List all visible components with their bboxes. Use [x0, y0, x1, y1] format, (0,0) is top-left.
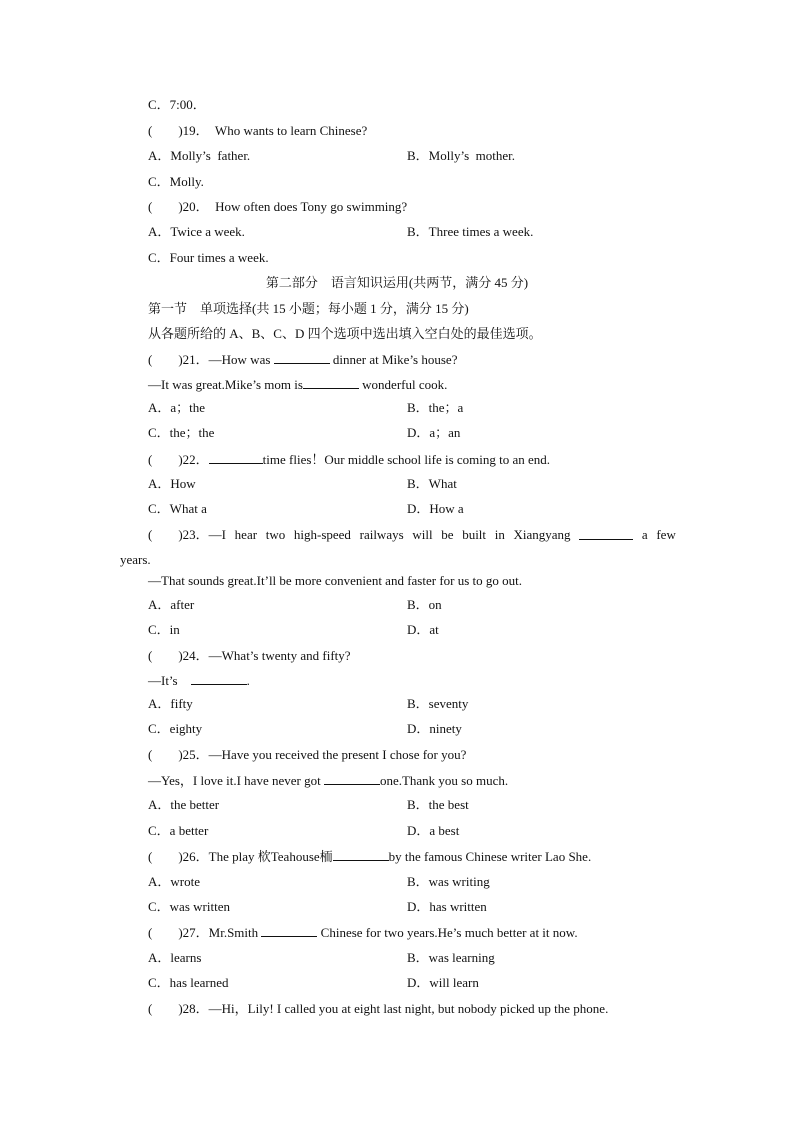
- q23-word: few: [656, 527, 676, 542]
- q25-option-d: D．a best: [407, 823, 460, 838]
- q20-option-b: B．Three times a week.: [407, 224, 534, 239]
- q25-option-b: B．the best: [407, 797, 469, 812]
- q26-option-b: B．was writing: [407, 874, 490, 889]
- q24-line2: [148, 672, 250, 689]
- q23-line2: —That sounds great.It’ll be more convenient and faster for us to go out.: [148, 573, 523, 588]
- q27-option-a: A．learns: [148, 950, 202, 965]
- q23-stem-cont: years.: [120, 552, 151, 567]
- q23-word: railways: [359, 527, 404, 542]
- q19-option-b: B．Molly’s mother.: [407, 148, 515, 163]
- q22-stem-pre: ( )22．: [148, 452, 209, 467]
- q19-option-c: C．Molly.: [148, 174, 204, 189]
- answer-blank: [274, 351, 330, 364]
- q21-line2: [148, 376, 447, 393]
- q25-line2: [148, 772, 508, 789]
- q22-stem-post: time flies！Our middle school life is coming to an end.: [262, 452, 551, 467]
- q25-stem: ( )25．—Have you received the present I chose for you?: [148, 747, 467, 762]
- q25-option-c: C．a better: [148, 823, 209, 838]
- q23-word: ( )23．—I: [148, 527, 226, 542]
- q22-option-c: C．What a: [148, 501, 207, 516]
- q27-stem-pre: ( )27．Mr.Smith: [148, 925, 262, 940]
- answer-blank: [333, 848, 389, 861]
- q21-option-c: C．the；the: [148, 425, 215, 440]
- q23-option-d: D．at: [407, 622, 439, 637]
- q27-stem: [148, 924, 578, 941]
- q23-word: high-speed: [293, 527, 351, 542]
- answer-blank: [209, 451, 263, 464]
- q25-line2-pre: —Yes，I love it.I have never got: [148, 773, 324, 788]
- q19-option-a: A．Molly’s father.: [148, 148, 251, 163]
- answer-blank: [261, 924, 317, 937]
- q24-line2-post: .: [246, 673, 250, 688]
- q24-option-c: C．eighty: [148, 721, 203, 736]
- q21-line2-post: wonderful cook.: [358, 377, 448, 392]
- q23-word: Xiangyang: [513, 527, 571, 542]
- q22-option-a: A．How: [148, 476, 196, 491]
- q23-stem: [148, 527, 676, 543]
- q23-option-b: B．on: [407, 597, 442, 612]
- q23-word: a: [641, 527, 648, 542]
- q25-line2-post: one.Thank you so much.: [379, 773, 509, 788]
- q23-word: hear: [234, 527, 258, 542]
- q21-line2-pre: —It was great.Mike’s mom is: [148, 377, 303, 392]
- q24-option-a: A．fifty: [148, 696, 193, 711]
- q23-word: in: [494, 527, 505, 542]
- q21-stem-post: dinner at Mike’s house?: [329, 352, 458, 367]
- q26-option-c: C．was written: [148, 899, 230, 914]
- q20-option-c: C．Four times a week.: [148, 250, 269, 265]
- q26-stem-pre: ( )26．The play 栨Teahouse栭: [148, 849, 333, 864]
- section1-heading: 第一节 单项选择(共 15 小题；每小题 1 分，满分 15 分): [148, 301, 469, 316]
- section1-instruction: 从各题所给的 A、B、C、D 四个选项中选出填入空白处的最佳选项。: [148, 326, 542, 341]
- q23-option-c: C．in: [148, 622, 180, 637]
- q20-option-a: A．Twice a week.: [148, 224, 245, 239]
- q20-stem: ( )20． How often does Tony go swimming?: [148, 199, 408, 214]
- q26-stem: [148, 848, 591, 865]
- q18-option-c: C．7:00．: [148, 97, 206, 112]
- q28-stem: ( )28．—Hi，Lily! I called you at eight last night, but nobody picked up the phone.: [148, 1001, 609, 1016]
- q27-option-c: C．has learned: [148, 975, 229, 990]
- q24-line2-pre: —It’s: [148, 673, 191, 688]
- q21-option-d: D．a；an: [407, 425, 461, 440]
- q19-stem: ( )19． Who wants to learn Chinese?: [148, 123, 368, 138]
- q27-option-b: B．was learning: [407, 950, 495, 965]
- answer-blank: [579, 527, 633, 540]
- q21-stem: [148, 351, 457, 368]
- q24-option-d: D．ninety: [407, 721, 462, 736]
- answer-blank: [303, 376, 359, 389]
- q27-option-d: D．will learn: [407, 975, 479, 990]
- answer-blank: [191, 672, 247, 685]
- q24-option-b: B．seventy: [407, 696, 469, 711]
- q23-word: two: [265, 527, 286, 542]
- answer-blank: [324, 772, 380, 785]
- part2-heading: 第二部分 语言知识运用(共两节，满分 45 分): [265, 275, 529, 290]
- q27-stem-post: Chinese for two years.He’s much better at it now.: [317, 925, 578, 940]
- q22-option-d: D．How a: [407, 501, 464, 516]
- q25-option-a: A．the better: [148, 797, 220, 812]
- q23-word: built: [462, 527, 487, 542]
- q21-option-b: B．the；a: [407, 400, 464, 415]
- q22-stem: [148, 451, 550, 468]
- q23-option-a: A．after: [148, 597, 195, 612]
- q21-stem-pre: ( )21．—How was: [148, 352, 274, 367]
- q26-option-a: A．wrote: [148, 874, 200, 889]
- q26-stem-post: by the famous Chinese writer Lao She.: [388, 849, 592, 864]
- q26-option-d: D．has written: [407, 899, 487, 914]
- q23-word: be: [441, 527, 454, 542]
- q21-option-a: A．a；the: [148, 400, 206, 415]
- q24-stem: ( )24．—What’s twenty and fifty?: [148, 648, 351, 663]
- q23-word: will: [412, 527, 433, 542]
- q22-option-b: B．What: [407, 476, 457, 491]
